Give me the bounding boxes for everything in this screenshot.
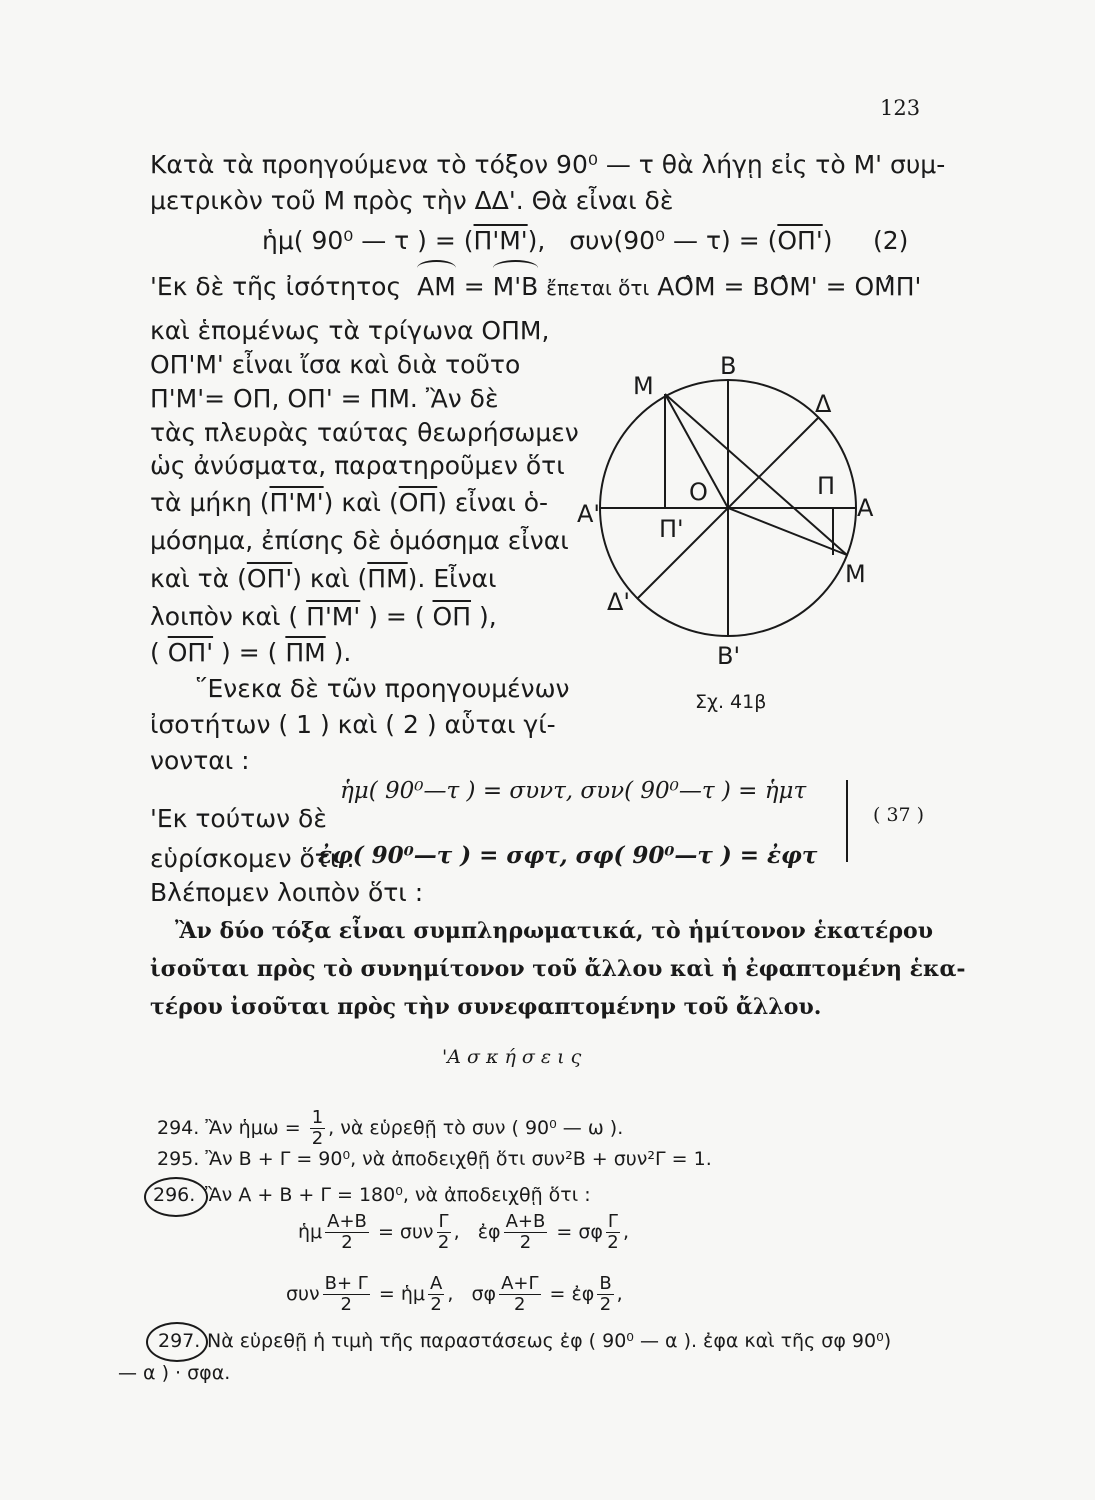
body-line-2: ΟΠ'Μ' εἶναι ἴσα καὶ διὰ τοῦτο <box>150 350 521 379</box>
label-a: Α <box>857 494 874 522</box>
f2b-den: 2 <box>514 1293 526 1315</box>
formula-2b: συν(90⁰ — τ) = ( <box>569 226 778 255</box>
body-line-6c: ) καὶ ( <box>323 488 399 517</box>
body-line-8e: ). Εἶναι <box>407 564 497 593</box>
f2-num: Β+ Γ <box>324 1273 368 1294</box>
theorem-line-1: Ἂν δύο τόξα εἶναι συμπληρωματικά, τὸ ἡμίτονον ἑκατέρου <box>175 918 933 944</box>
body-line-9c: ) = ( <box>368 602 425 631</box>
f2b-num: Α+Γ <box>501 1273 539 1294</box>
theorem-line-3: τέρου ἰσοῦται πρὸς τὴν συνεφαπτομένην τοῦ ἄλλου. <box>150 994 822 1020</box>
label-b-prime: Β' <box>717 642 741 670</box>
body-line-3: Π'Μ'= ΟΠ, ΟΠ' = ΠΜ. Ἂν δὲ <box>150 384 499 413</box>
exercise-295: 295. Ἂν Β + Γ = 90⁰, νὰ ἀποδειχθῇ ὅτι συν²Β + συν²Γ = 1. <box>157 1148 712 1170</box>
body-line-11: ῞Ενεκα δὲ τῶν προηγουμένων <box>195 674 570 703</box>
angles-equality: ΑΟ̂Μ = ΒΟ̂Μ' = ΟΜ̂Π' <box>657 272 922 301</box>
label-d: Δ <box>815 390 832 418</box>
f2-den: 2 <box>340 1293 352 1315</box>
label-p-prime: Π' <box>659 515 684 543</box>
equality-line <box>150 274 921 299</box>
formula-2a-vector: Π'Μ' <box>473 226 528 255</box>
f1-den-2: 2 <box>437 1231 450 1253</box>
body-line-5: ὡς ἀνύσματα, παρατηροῦμεν ὅτι <box>150 451 565 480</box>
f1-den: 2 <box>341 1231 353 1253</box>
f2-sep: , <box>447 1282 454 1305</box>
exercise-297-cont: — α ) · σφα. <box>118 1362 231 1384</box>
exercise-297: Νὰ εὑρεθῇ ἡ τιμὴ τῆς παραστάσεως ἐφ ( 90⁰ — α ). ἐφα καὶ τῆς σφ 90⁰) <box>207 1330 892 1352</box>
f2-den-2: 2 <box>430 1293 442 1315</box>
formula-2a: ἡμ( 90⁰ — τ ) = ( <box>262 226 474 255</box>
f2-frac-2 <box>428 1274 444 1315</box>
intro-line-2: μετρικὸν τοῦ Μ πρὸς τὴν ΔΔ'. Θὰ εἶναι δὲ <box>150 186 674 215</box>
f1-num-2: Γ <box>438 1211 449 1232</box>
f2b-end: , <box>616 1282 623 1305</box>
body-line-6b: Π'Μ' <box>269 488 324 517</box>
body-line-8b: ΟΠ' <box>246 564 293 593</box>
body-line-10a: ( <box>150 638 160 667</box>
f1b-frac-2 <box>606 1212 620 1253</box>
body-line-10d: $\overline{\Pi M}$ <box>285 638 326 667</box>
label-p: Π <box>817 472 836 500</box>
conclusion-lead: Βλέπομεν λοιπὸν ὅτι : <box>150 878 424 907</box>
body-line-10e: ). <box>333 638 352 667</box>
exercise-294-rest: , νὰ εὑρεθῇ τὸ συν ( 90⁰ — ω ). <box>328 1116 624 1139</box>
body-line-8 <box>150 566 496 591</box>
formula-2b-vector: ΟΠ' <box>777 226 823 255</box>
f1-mid: = συν <box>377 1220 434 1243</box>
body-line-9e: ), <box>478 602 497 631</box>
theorem-line-2: ἰσοῦται πρὸς τὸ συνημίτονον τοῦ ἄλλου καὶ ἡ ἐφαπτομένη ἑκα- <box>150 956 966 982</box>
page-number: 123 <box>880 96 921 120</box>
body-line-9a: λοιπὸν καὶ ( <box>150 602 299 631</box>
f2-num-2: Α <box>429 1273 443 1294</box>
arc-am <box>417 272 456 301</box>
body-line-9b: Π'Μ' <box>306 602 361 631</box>
f1-num: Α+Β <box>327 1211 367 1232</box>
exercise-294-frac <box>310 1108 325 1149</box>
body-line-9d: $\overline{O\Pi}$ <box>432 602 472 631</box>
f1b-den: 2 <box>519 1231 532 1253</box>
follows-text: ἔπεται ὅτι <box>546 276 650 300</box>
equality-lead: 'Εκ δὲ τῆς ἰσότητος <box>150 272 402 301</box>
f1b-num: Α+Β <box>505 1211 546 1232</box>
f1-pre: ἡμ <box>298 1220 323 1243</box>
body-line-8d: $\overline{\Pi M}$ <box>367 564 408 593</box>
body-line-10 <box>150 640 351 665</box>
label-a-prime: Α' <box>577 500 601 528</box>
exercise-294-num: 1 <box>311 1107 324 1128</box>
exercise-297-num: 297. <box>158 1330 201 1352</box>
label-m-top: Μ <box>633 372 654 400</box>
body-line-10c: ) = ( <box>221 638 278 667</box>
f1b-num-2: Γ <box>607 1211 618 1232</box>
intro-line-1: Κατὰ τὰ προηγούμενα τὸ τόξον 90⁰ — τ θὰ λήγῃ εἰς τὸ Μ' συμ- <box>150 150 946 179</box>
exercise-296-formula-2 <box>286 1274 623 1315</box>
f2b-num-2: Β <box>599 1273 612 1294</box>
result-tag: ( 37 ) <box>873 804 925 826</box>
exercise-294 <box>157 1108 623 1149</box>
f2b-den-2: 2 <box>599 1293 612 1315</box>
f1b-end: , <box>622 1220 629 1243</box>
f1b-frac <box>504 1212 548 1253</box>
f1-frac-2 <box>437 1212 451 1253</box>
body-line-8c: ) καὶ ( <box>292 564 368 593</box>
result-row-2: ἐφ( 90⁰—τ ) = σφτ, σφ( 90⁰—τ ) = ἐφτ <box>318 842 818 869</box>
f1b-mid: = σφ <box>556 1220 603 1243</box>
arc-equal-sign: = <box>463 272 485 301</box>
exercise-296-num: 296. <box>153 1184 196 1206</box>
f2b-frac-2 <box>597 1274 613 1315</box>
label-o: Ο <box>689 478 708 506</box>
result-lead-2: εὑρίσκομεν ὅτι : <box>150 844 355 873</box>
body-line-12: ἰσοτήτων ( 1 ) καὶ ( 2 ) αὗται γί- <box>150 710 556 739</box>
body-line-13: νονται : <box>150 746 250 775</box>
body-line-9 <box>150 604 497 629</box>
formula-2-tag: (2) <box>873 226 909 255</box>
result-lead-1: 'Εκ τούτων δὲ <box>150 804 327 833</box>
label-d-prime: Δ' <box>607 588 631 616</box>
exercise-294-den: 2 <box>311 1127 324 1149</box>
radius-om <box>728 508 847 555</box>
f2-frac <box>323 1274 370 1315</box>
body-line-6d: $\overline{O\Pi}$ <box>398 488 438 517</box>
f2b-frac <box>499 1274 540 1315</box>
body-line-4: τὰς πλευρὰς ταύτας θεωρήσωμεν <box>150 418 579 447</box>
body-line-6 <box>150 490 548 515</box>
label-m-bottom: Μ <box>845 560 866 588</box>
f2b-mid: = ἐφ <box>549 1282 595 1305</box>
exercise-296: Ἂν Α + Β + Γ = 180⁰, νὰ ἀποδειχθῇ ὅτι : <box>205 1184 591 1206</box>
body-line-8a: καὶ τὰ ( <box>150 564 247 593</box>
arc-am-label: ΑΜ <box>417 272 456 301</box>
result-brace <box>846 780 848 862</box>
exercise-294-lead: 294. Ἂν ἡμω = <box>157 1116 301 1139</box>
f1-sep: , <box>453 1220 460 1243</box>
f2-pre: συν <box>286 1282 320 1305</box>
f1b-den-2: 2 <box>607 1231 619 1253</box>
formula-2a-end: ), <box>527 226 546 255</box>
body-line-6a: τὰ μήκη ( <box>150 488 270 517</box>
f2-mid: = ἡμ <box>378 1282 425 1305</box>
f1-frac <box>325 1212 369 1253</box>
f1b-pre: ἐφ <box>477 1220 501 1243</box>
arc-mb <box>493 272 539 301</box>
formula-2 <box>262 228 832 253</box>
body-line-1: καὶ ἑπομένως τὰ τρίγωνα ΟΠΜ, <box>150 316 550 345</box>
figure-caption: Σχ. 41β <box>695 691 767 713</box>
circle-figure <box>565 350 905 720</box>
arc-mb-label: Μ'Β <box>492 272 539 301</box>
exercises-heading: 'Α σ κ ή σ ε ι ς <box>442 1046 582 1068</box>
exercise-296-formula-1 <box>298 1212 629 1253</box>
body-line-7: μόσημα, ἐπίσης δὲ ὁμόσημα εἶναι <box>150 526 569 555</box>
body-line-10b: ΟΠ' <box>167 638 214 667</box>
label-b: Β <box>720 352 737 380</box>
body-line-6e: ) εἶναι ὁ- <box>437 488 549 517</box>
result-row-1: ἡμ( 90⁰—τ ) = συντ, συν( 90⁰—τ ) = ἡμτ <box>340 778 807 804</box>
formula-2b-end: ) <box>822 226 833 255</box>
f2b-pre: σφ <box>471 1282 497 1305</box>
